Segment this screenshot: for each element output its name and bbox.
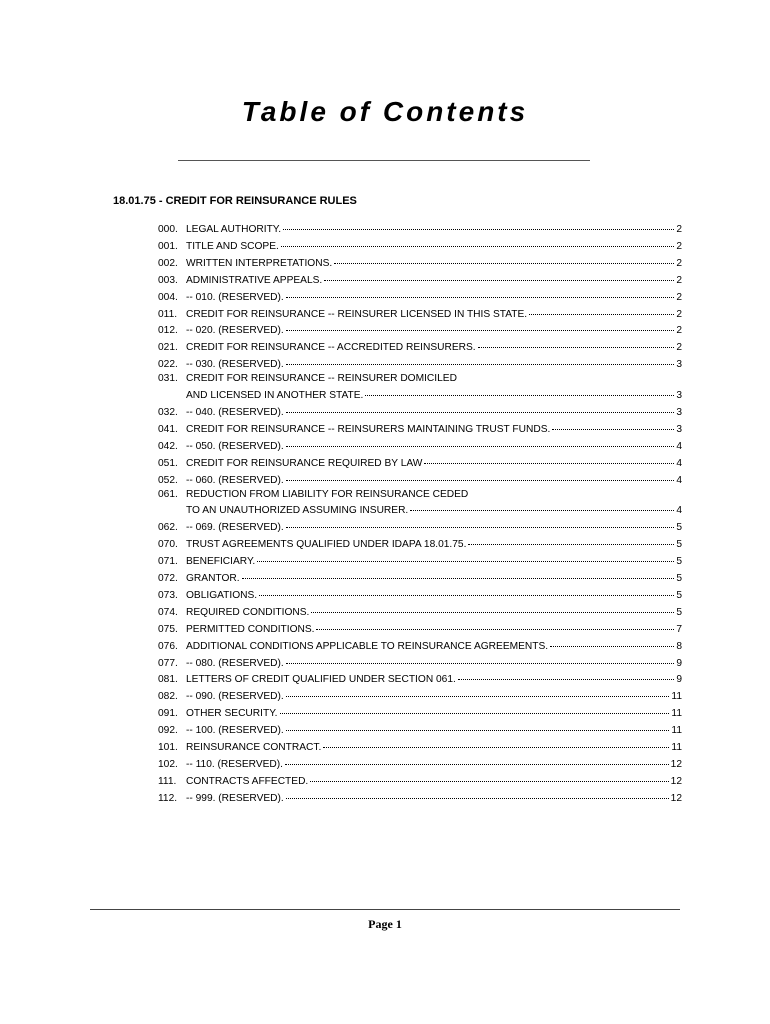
toc-entry-title: -- 010. (RESERVED). [186,291,284,303]
toc-entry-title: REQUIRED CONDITIONS. [186,606,310,618]
page-title: Table of Contents [241,96,529,127]
toc-entry-title: -- 100. (RESERVED). [186,725,284,737]
toc-entry-number: 091. [158,708,178,720]
toc-entry-page: 12 [670,792,682,804]
toc-entry-page: 3 [676,359,682,371]
toc-entry-number: 077. [158,657,178,669]
toc-entry-title: -- 060. (RESERVED). [186,474,284,486]
toc-entry-page: 9 [676,674,682,686]
toc-entry-title: WRITTEN INTERPRETATIONS. [186,257,333,269]
dot-leader [286,286,675,298]
toc-entry-title: CREDIT FOR REINSURANCE -- REINSURERS MAINTAINING TRUST FUNDS. [186,423,551,435]
dot-leader [410,499,674,511]
footer-divider [90,909,680,910]
dot-leader [552,418,674,430]
toc-entry-number: 073. [158,589,178,601]
toc-entry-title: ADMINISTRATIVE APPEALS. [186,274,323,286]
dot-leader [259,584,674,596]
toc-entry-number: 102. [158,759,178,770]
dot-leader [286,435,675,447]
dot-leader [310,770,668,782]
toc-entry-number: 003. [158,274,178,286]
toc-entry-number: 071. [158,556,178,568]
dot-leader [242,567,675,579]
dot-leader [334,252,674,264]
toc-entry-page: 7 [676,623,682,635]
toc-entry-number: 031. [158,373,178,385]
toc-entry-title: -- 040. (RESERVED). [186,406,284,418]
toc-entry-title: LETTERS OF CREDIT QUALIFIED UNDER SECTION 061. [186,674,456,686]
dot-leader [280,702,670,714]
dot-leader [478,336,675,348]
toc-entry-title: OBLIGATIONS. [186,589,258,601]
dot-leader [324,269,674,281]
dot-leader [285,753,669,765]
toc-entry-title: -- 069. (RESERVED). [186,522,284,534]
dot-leader [286,319,675,331]
dot-leader [286,787,669,799]
toc-entry-number: 022. [158,359,178,371]
toc-entry-page: 5 [676,573,682,585]
dot-leader [286,469,675,481]
toc-entry-page: 11 [671,708,682,720]
dot-leader [286,516,675,528]
toc-entry-title: -- 050. (RESERVED). [186,440,284,452]
toc-entry-page: 11 [671,742,682,754]
dot-leader [311,601,674,613]
toc-entry-number: 042. [158,440,178,452]
dot-leader [286,685,670,697]
toc-entry[interactable] [158,789,682,806]
toc-entry-page: 12 [670,775,682,787]
toc-entry-number: 101. [158,742,178,754]
toc-entry-page: 2 [676,308,682,320]
toc-entry-number: 021. [158,342,178,354]
toc-entry-title: CREDIT FOR REINSURANCE -- REINSURER LICENSED IN THIS STATE. [186,308,528,320]
toc-entry-title: -- 999. (RESERVED). [186,792,284,804]
toc-entry-number: 051. [158,457,178,469]
toc-entry-page: 4 [676,505,682,517]
toc-entry-number: 052. [158,474,178,486]
toc-entry-page: 4 [676,457,682,469]
toc-entry-title: PERMITTED CONDITIONS. [186,623,315,635]
dot-leader [286,652,675,664]
toc-entry-number: 076. [158,640,178,652]
toc-entry-title: REDUCTION FROM LIABILITY FOR REINSURANCE CEDED [186,488,469,500]
toc-entry-title: CONTRACTS AFFECTED. [186,775,309,787]
toc-entry-title: ADDITIONAL CONDITIONS APPLICABLE TO REINSURANCE AGREEMENTS. [186,640,549,652]
toc-entry-page: 2 [676,274,682,286]
toc-entry-title: TRUST AGREEMENTS QUALIFIED UNDER IDAPA 18.01.75. [186,539,467,551]
dot-leader [529,303,674,315]
toc-entry-page: 2 [676,257,682,269]
toc-entry-page: 12 [670,759,682,770]
section-heading: 18.01.75 - CREDIT FOR REINSURANCE RULES [113,195,357,207]
dot-leader [257,550,674,562]
toc-entry-number: 000. [158,224,178,235]
toc-entry-title: -- 080. (RESERVED). [186,657,284,669]
toc-entry-page: 5 [676,606,682,618]
toc-entry-number: 001. [158,240,178,252]
toc-entry-title: TITLE AND SCOPE. [186,240,279,252]
toc-entry-page: 11 [671,691,682,703]
toc-entry-number: 081. [158,674,178,686]
dot-leader [424,452,674,464]
toc-entry-title: CREDIT FOR REINSURANCE REQUIRED BY LAW [186,457,423,469]
toc-entry-number: 072. [158,573,178,585]
dot-leader [286,719,670,731]
toc-entry-page: 11 [671,725,682,737]
toc-entry-title: CREDIT FOR REINSURANCE -- REINSURER DOMICILED [186,373,457,385]
toc-entry-title: OTHER SECURITY. [186,708,278,720]
toc-entry-title: BENEFICIARY. [186,556,256,568]
toc-entry-number: 092. [158,725,178,737]
toc-entry-title: CREDIT FOR REINSURANCE -- ACCREDITED REINSURERS. [186,342,476,354]
toc-entry-number: 041. [158,423,178,435]
toc-entry-page: 5 [676,522,682,534]
dot-leader [283,218,674,230]
toc-entry-page: 8 [676,640,682,652]
toc-entry-page: 2 [676,224,682,235]
toc-entry-page: 2 [676,342,682,354]
dot-leader [286,353,675,365]
toc-entry-page: 5 [676,589,682,601]
toc-entry-number: 082. [158,691,178,703]
toc-entry-title: LEGAL AUTHORITY. [186,224,282,235]
toc-entry-title: -- 020. (RESERVED). [186,325,284,337]
toc-entry-title-continued: AND LICENSED IN ANOTHER STATE. [186,390,364,402]
toc-entry-title: REINSURANCE CONTRACT. [186,742,322,754]
toc-entry-page: 9 [676,657,682,669]
toc-entry-page: 5 [676,556,682,568]
dot-leader [468,533,674,545]
toc-entry-number: 075. [158,623,178,635]
footer-page-number: Page 1 [368,917,402,931]
toc-entry-number: 011. [158,308,178,320]
toc-entry-number: 074. [158,606,178,618]
dot-leader [550,635,674,647]
title-divider [178,160,590,161]
toc-entry-page: 2 [676,291,682,303]
toc-entry-page: 5 [676,539,682,551]
dot-leader [323,736,669,748]
toc-entry-number: 111. [158,775,177,787]
toc-entry-number: 012. [158,325,178,337]
toc-entry-title-continued: TO AN UNAUTHORIZED ASSUMING INSURER. [186,505,409,517]
toc-entry-page: 3 [676,423,682,435]
toc-entry-title: -- 030. (RESERVED). [186,359,284,371]
toc-entry[interactable] [158,355,682,372]
dot-leader [281,235,674,247]
toc-entry-number: 002. [158,257,178,269]
toc-entry-page: 3 [676,406,682,418]
toc-entry-page: 3 [676,390,682,402]
toc-entry-number: 062. [158,522,178,534]
toc-entry-page: 4 [676,474,682,486]
toc-entry-number: 112. [158,792,178,804]
toc-entry[interactable] [158,471,682,488]
toc-entry-page: 4 [676,440,682,452]
toc-entry-title: -- 110. (RESERVED). [186,759,283,770]
toc-entry-page: 2 [676,325,682,337]
toc-entry-page: 2 [676,240,682,252]
toc-entry-title: GRANTOR. [186,573,240,585]
toc-entry-title: -- 090. (RESERVED). [186,691,284,703]
dot-leader [286,401,675,413]
dot-leader [316,618,674,630]
toc-list [158,220,682,806]
toc-entry-number: 061. [158,488,178,500]
toc-entry-number: 004. [158,291,178,303]
toc-entry-number: 070. [158,539,178,551]
dot-leader [365,384,674,396]
toc-entry-number: 032. [158,406,178,418]
dot-leader [458,668,674,680]
